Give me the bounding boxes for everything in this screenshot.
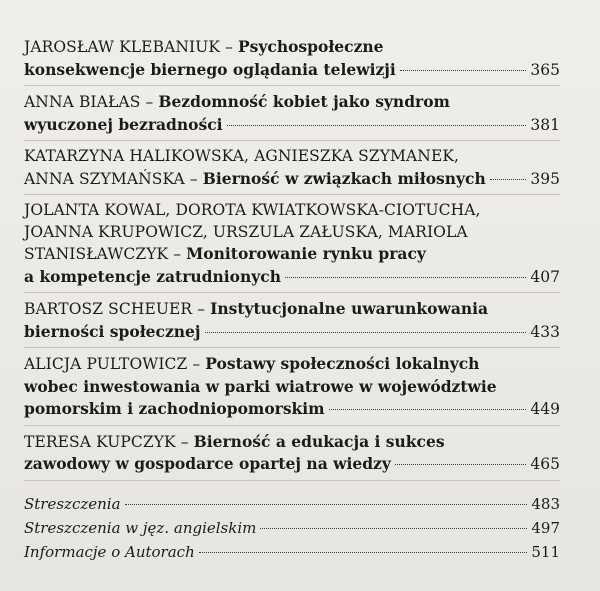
toc-entry-line bbox=[24, 353, 560, 376]
back-matter-label: Streszczenia w jęz. angielskim bbox=[24, 518, 257, 537]
dot-leader bbox=[227, 125, 527, 126]
toc-line-text bbox=[24, 431, 445, 454]
dot-leader bbox=[400, 70, 527, 71]
toc-entry-line bbox=[24, 222, 560, 244]
back-matter-item bbox=[24, 541, 560, 563]
dot-leader bbox=[199, 552, 528, 553]
chapter-title: wyuczonej bezradności bbox=[24, 114, 223, 134]
back-matter-label: Streszczenia bbox=[24, 494, 121, 513]
chapter-title: Monitorowanie rynku pracy bbox=[186, 244, 426, 263]
chapter-title: zawodowy w gospodarce opartej na wiedzy bbox=[24, 454, 391, 473]
toc-entry-line bbox=[24, 431, 560, 454]
toc-entry bbox=[24, 146, 560, 195]
author-names: JAROSŁAW KLEBANIUK – bbox=[24, 38, 238, 56]
toc-entry-line bbox=[24, 59, 560, 82]
toc-line-text bbox=[24, 243, 426, 266]
chapter-title: Psychospołeczne bbox=[238, 37, 384, 56]
chapter-title: wobec inwestowania w parki wiatrowe w województwie bbox=[24, 376, 497, 396]
toc-line-text bbox=[24, 146, 459, 168]
page-number: 483 bbox=[531, 494, 560, 513]
toc-line-text bbox=[24, 36, 384, 59]
dot-leader bbox=[329, 409, 527, 410]
chapter-title: Postawy społeczności lokalnych bbox=[205, 354, 480, 373]
chapter-title: Instytucjonalne uwarunkowania bbox=[210, 299, 489, 318]
dot-leader bbox=[395, 464, 527, 465]
dot-leader bbox=[260, 528, 527, 529]
chapter-title: bierności społecznej bbox=[24, 321, 201, 341]
back-matter-list bbox=[24, 493, 560, 563]
page-number: 365 bbox=[530, 60, 560, 79]
author-names: BARTOSZ SCHEUER – bbox=[24, 300, 211, 318]
toc-entry-line bbox=[24, 36, 560, 59]
page-number: 465 bbox=[530, 455, 560, 473]
toc-entry-line bbox=[24, 168, 560, 191]
toc-entry bbox=[24, 36, 560, 86]
toc-entry-line bbox=[24, 298, 560, 321]
toc-entry-line bbox=[24, 91, 560, 114]
toc-entry-line bbox=[24, 376, 560, 399]
chapter-title: Bierność a edukacja i sukces bbox=[193, 431, 445, 451]
toc-entry bbox=[24, 298, 560, 348]
author-names: JOLANTA KOWAL, DOROTA KWIATKOWSKA-CIOTUCHA, bbox=[24, 201, 481, 219]
toc-line-text bbox=[24, 91, 450, 114]
page-number: 395 bbox=[530, 169, 560, 188]
author-names: ANNA BIAŁAS – bbox=[24, 93, 159, 111]
toc-entry-line bbox=[24, 453, 560, 476]
toc-entry bbox=[24, 431, 560, 481]
toc-line-text bbox=[24, 353, 479, 376]
page-number: 381 bbox=[530, 115, 560, 134]
table-of-contents bbox=[24, 36, 560, 565]
page-number: 511 bbox=[531, 542, 560, 561]
toc-entry-line bbox=[24, 114, 560, 137]
toc-entry-line bbox=[24, 243, 560, 266]
page-number: 433 bbox=[530, 322, 560, 341]
toc-line-text bbox=[24, 298, 488, 321]
toc-entry-line bbox=[24, 146, 560, 168]
toc-line-text bbox=[24, 222, 468, 244]
toc-line-text bbox=[24, 376, 497, 399]
author-names: JOANNA KRUPOWICZ, URSZULA ZAŁUSKA, MARIOLA bbox=[24, 222, 468, 241]
toc-line-text bbox=[24, 453, 391, 476]
toc-line-text bbox=[24, 59, 396, 82]
page-number: 497 bbox=[531, 518, 560, 537]
toc-entry-line bbox=[24, 321, 560, 344]
chapter-title: Bezdomność kobiet jako syndrom bbox=[158, 92, 450, 111]
toc-entry bbox=[24, 200, 560, 293]
chapter-title: a kompetencje zatrudnionych bbox=[24, 266, 281, 286]
toc-line-text bbox=[24, 266, 281, 289]
author-names: STANISŁAWCZYK – bbox=[24, 245, 187, 263]
toc-entry-line bbox=[24, 266, 560, 289]
author-names: TERESA KUPCZYK – bbox=[24, 432, 194, 451]
author-names: ALICJA PULTOWICZ – bbox=[24, 355, 206, 373]
toc-line-text bbox=[24, 168, 486, 191]
dot-leader bbox=[285, 277, 526, 278]
dot-leader bbox=[490, 179, 527, 180]
dot-leader bbox=[205, 332, 527, 333]
toc-line-text bbox=[24, 321, 201, 344]
back-matter-item bbox=[24, 517, 560, 539]
chapter-title: Bierność w związkach miłosnych bbox=[202, 168, 486, 188]
dot-leader bbox=[125, 504, 528, 505]
toc-entry bbox=[24, 91, 560, 141]
toc-line-text bbox=[24, 398, 325, 421]
chapter-title: pomorskim i zachodniopomorskim bbox=[24, 399, 325, 418]
toc-line-text bbox=[24, 200, 481, 222]
back-matter-item bbox=[24, 493, 560, 515]
toc-line-text bbox=[24, 114, 223, 137]
toc-entry-line bbox=[24, 398, 560, 421]
author-names: ANNA SZYMAŃSKA – bbox=[24, 169, 203, 188]
author-names: KATARZYNA HALIKOWSKA, AGNIESZKA SZYMANEK, bbox=[24, 147, 460, 165]
back-matter-label: Informacje o Autorach bbox=[24, 542, 195, 561]
chapter-title: konsekwencje biernego oglądania telewizji bbox=[24, 59, 396, 79]
page-number: 407 bbox=[530, 267, 560, 286]
page-number: 449 bbox=[530, 400, 560, 418]
toc-entry-line bbox=[24, 200, 560, 222]
toc-entry bbox=[24, 353, 560, 426]
